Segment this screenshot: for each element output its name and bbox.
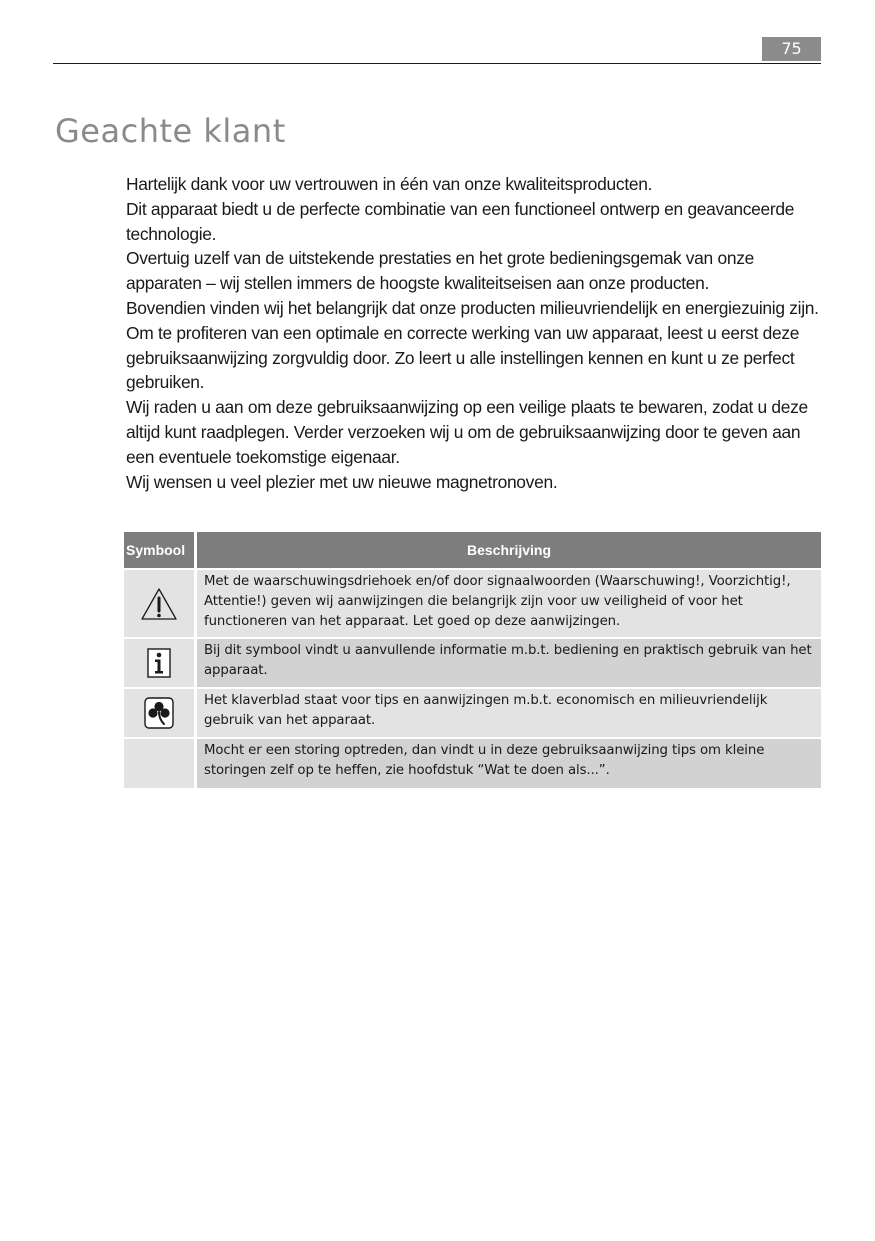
table-header-row xyxy=(124,532,821,569)
description-cell: Bij dit symbool vindt u aanvullende informatie m.b.t. bediening en praktisch gebruik van het apparaat. xyxy=(196,638,822,688)
intro-paragraph: Bovendien vinden wij het belangrijk dat onze producten milieuvriendelijk en energiezuinig zijn. xyxy=(126,297,819,318)
page-number: 75 xyxy=(762,37,821,61)
symbol-column-header: Symbool xyxy=(124,532,196,569)
table-row xyxy=(124,638,821,688)
page-title: Geachte klant xyxy=(55,112,286,150)
description-cell: Mocht er een storing optreden, dan vindt u in deze gebruiksaanwijzing tips om kleine storingen zelf op te heffen, zie hoofdstuk “Wat te doen als...”. xyxy=(196,738,822,789)
intro-paragraph: Wij raden u aan om deze gebruiksaanwijzing op een veilige plaats te bewaren, zodat u deze altijd kunt raadplegen. Verder verzoeken wij u om de gebruiksaanwijzing door te geven aan een eventuele toekomstige eigenaar. xyxy=(126,397,808,467)
description-cell: Met de waarschuwingsdriehoek en/of door signaalwoorden (Waarschuwing!, Voorzichtig!, Attentie!) geven wij aanwijzingen die belangrijk zijn voor uw veiligheid of voor het functioneren van het apparaat. Let goed op deze aanwijzingen. xyxy=(196,569,822,638)
table-row xyxy=(124,738,821,789)
description-column-header: Beschrijving xyxy=(196,532,822,569)
header-rule xyxy=(53,63,821,64)
intro-paragraph: Overtuig uzelf van de uitstekende prestaties en het grote bedieningsgemak van onze apparaten – wij stellen immers de hoogste kwaliteitseisen aan onze producten. xyxy=(126,248,754,294)
warning-triangle-icon xyxy=(139,586,179,622)
symbol-cell xyxy=(124,738,196,789)
intro-paragraph: Om te profiteren van een optimale en correcte werking van uw apparaat, leest u eerst deze gebruiksaanwijzing zorgvuldig door. Zo leert u alle instellingen kennen en kunt u ze perfect gebruiken. xyxy=(126,322,800,393)
clover-leaf-icon xyxy=(144,697,174,729)
intro-paragraph: Wij wensen u veel plezier met uw nieuwe magnetronoven. xyxy=(126,471,558,492)
symbol-cell xyxy=(124,569,196,638)
symbol-cell xyxy=(124,688,196,738)
intro-paragraph: Dit apparaat biedt u de perfecte combinatie van een functioneel ontwerp en geavanceerde technologie. xyxy=(126,198,795,244)
table-row xyxy=(124,569,821,638)
symbol-cell xyxy=(124,638,196,688)
intro-paragraph: Hartelijk dank voor uw vertrouwen in één van onze kwaliteitsproducten. xyxy=(126,174,653,194)
info-icon xyxy=(147,648,171,678)
description-cell: Het klaverblad staat voor tips en aanwijzingen m.b.t. economisch en milieuvriendelijk gebruik van het apparaat. xyxy=(196,688,822,738)
table-row xyxy=(124,688,821,738)
symbol-legend-table xyxy=(124,532,821,790)
intro-text xyxy=(126,172,826,494)
